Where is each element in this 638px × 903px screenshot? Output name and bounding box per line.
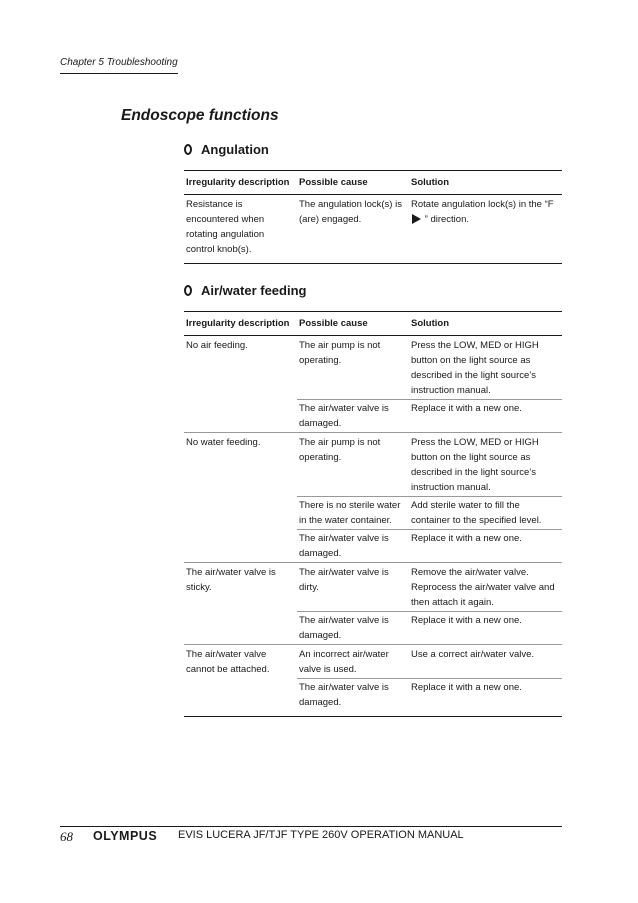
solution-cell: Press the LOW, MED or HIGH button on the light source as described in the light source’s instruction manual.	[411, 340, 539, 396]
cause-cell: There is no sterile water in the water container.	[297, 497, 409, 530]
col-solution: Solution	[411, 318, 449, 329]
cause-cell: The air/water valve is damaged.	[297, 530, 409, 563]
angulation-heading-label: Angulation	[201, 142, 269, 157]
col-possible-cause: Possible cause	[299, 177, 368, 188]
cause-cell: The air/water valve is dirty.	[297, 563, 409, 612]
solution-cell: Replace it with a new one.	[409, 530, 562, 563]
solution-cell: Remove the air/water valve. Reprocess the air/water valve and then attach it again.	[409, 563, 562, 612]
brand-logo: OLYMPUS	[93, 829, 158, 843]
cause-cell: The air/water valve is damaged.	[297, 400, 409, 433]
page-number: 68	[60, 829, 73, 844]
solution-cell: Press the LOW, MED or HIGH button on the light source as described in the light source’s instruction manual.	[409, 433, 562, 497]
air-water-table	[184, 311, 562, 717]
solution-cell: Replace it with a new one.	[409, 679, 562, 717]
solution-cell: Replace it with a new one.	[409, 612, 562, 645]
angulation-heading	[184, 142, 269, 157]
air-water-heading	[184, 283, 306, 298]
table-row	[184, 433, 562, 497]
cause-cell: The air/water valve is damaged.	[297, 612, 409, 645]
solution-cell: Replace it with a new one.	[409, 400, 562, 433]
table-row	[184, 195, 562, 264]
table-row	[184, 563, 562, 612]
col-solution: Solution	[411, 177, 449, 188]
solution-cell: Rotate angulation lock(s) in the “F ” direction.	[411, 199, 554, 225]
angulation-table	[184, 170, 562, 264]
manual-title: EVIS LUCERA JF/TJF TYPE 260V OPERATION MANUAL	[178, 829, 464, 841]
table-row	[184, 336, 562, 400]
irregularity-cell: Resistance is encountered when rotating angulation control knob(s).	[186, 199, 265, 255]
col-possible-cause: Possible cause	[299, 318, 368, 329]
cause-cell: The air pump is not operating.	[299, 340, 381, 366]
col-irregularity: Irregularity description	[186, 318, 290, 329]
solution-cell: Add sterile water to fill the container to the specified level.	[409, 497, 562, 530]
chapter-header: Chapter 5 Troubleshooting	[60, 57, 178, 68]
cause-cell: The angulation lock(s) is (are) engaged.	[299, 199, 402, 225]
table-header-row	[184, 312, 562, 336]
bullet-icon	[184, 285, 192, 296]
section-title: Endoscope functions	[121, 107, 279, 124]
irregularity-cell: The air/water valve cannot be attached.	[184, 645, 297, 717]
col-irregularity: Irregularity description	[186, 177, 290, 188]
footer-rule	[60, 826, 562, 827]
table-header-row	[184, 171, 562, 195]
bullet-icon	[184, 144, 192, 155]
cause-cell: The air pump is not operating.	[297, 433, 409, 497]
header-rule	[60, 73, 178, 74]
irregularity-cell: No water feeding.	[184, 433, 297, 563]
arrow-right-icon	[412, 214, 421, 224]
cause-cell: An incorrect air/water valve is used.	[297, 645, 409, 679]
table-row	[184, 645, 562, 679]
solution-cell: Use a correct air/water valve.	[409, 645, 562, 679]
irregularity-cell: No air feeding.	[186, 340, 248, 351]
air-water-heading-label: Air/water feeding	[201, 283, 307, 298]
irregularity-cell: The air/water valve is sticky.	[184, 563, 297, 645]
cause-cell: The air/water valve is damaged.	[297, 679, 409, 717]
